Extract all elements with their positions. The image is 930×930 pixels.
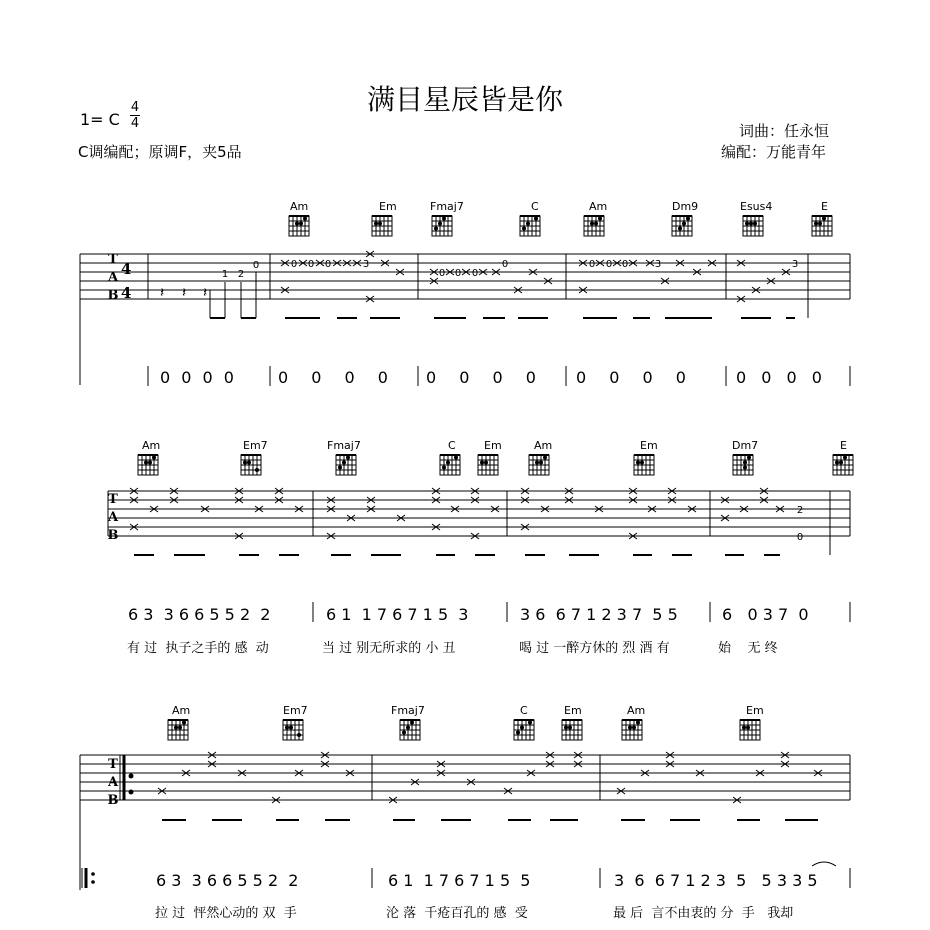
jianpu-measure: 6 1 1 7 6 7 1 5 5 <box>388 871 531 890</box>
jianpu-measure: 6 3 3 6 6 5 5 2 2 <box>128 605 271 624</box>
lyric-line: 最 后 言不由衷的 分 手 我却 <box>613 906 794 921</box>
tab-staff-1 <box>80 254 850 385</box>
svg-text:0: 0 <box>324 259 332 270</box>
time-sig-bottom: 4 <box>130 116 140 131</box>
svg-text:0: 0 <box>307 259 315 270</box>
chord-label: Em <box>484 439 502 452</box>
lyric-line: 喝 过 一醉方休的 烈 酒 有 <box>519 641 670 656</box>
svg-text:2: 2 <box>796 505 804 516</box>
svg-text:B: B <box>107 528 119 543</box>
svg-text:3: 3 <box>791 259 799 270</box>
jianpu-measure: 0 0 0 0 <box>160 368 234 387</box>
svg-text:A: A <box>107 510 119 525</box>
chord-label: Em <box>564 704 582 717</box>
lyric-line: 沦 落 千疮百孔的 感 受 <box>386 906 528 921</box>
tab-staff-3 <box>80 755 850 890</box>
svg-text:4: 4 <box>121 284 132 302</box>
chord-label: Fmaj7 <box>430 200 464 213</box>
lyric-line: 当 过 别无所求的 小 丑 <box>322 641 456 656</box>
svg-text:1: 1 <box>221 269 229 280</box>
tab-clef-b: B <box>107 288 119 303</box>
chord-label: Fmaj7 <box>327 439 361 452</box>
key-signature: 1= C <box>80 110 120 129</box>
svg-text:𝄽: 𝄽 <box>160 285 165 301</box>
chord-label: Am <box>534 439 553 452</box>
svg-text:0: 0 <box>621 259 629 270</box>
jianpu-measure: 3 6 6 7 1 2 3 7 5 5 <box>520 605 678 624</box>
chord-label: Em7 <box>283 704 308 717</box>
chord-label: Am <box>142 439 161 452</box>
svg-text:0: 0 <box>605 259 613 270</box>
svg-text:0: 0 <box>588 259 596 270</box>
chord-label: E <box>821 200 828 213</box>
chord-label: C <box>520 704 528 717</box>
song-title: 满目星辰皆是你 <box>366 83 563 116</box>
lyric-line: 拉 过 怦然心动的 双 手 <box>155 906 297 921</box>
svg-text:T: T <box>108 492 118 507</box>
svg-text:0: 0 <box>796 532 804 543</box>
jianpu-measure: 6 3 3 6 6 5 5 2 2 <box>156 871 299 890</box>
tab-staff-2 <box>108 491 850 536</box>
svg-text:A: A <box>107 775 119 790</box>
arrangement-note: C调编配；原调F，夹5品 <box>78 143 242 161</box>
chord-label: Am <box>627 704 646 717</box>
tab-clef-a: A <box>107 270 119 285</box>
chord-label: Am <box>589 200 608 213</box>
tab-clef-t: T <box>108 252 118 267</box>
jianpu-measure: 0 0 0 0 <box>576 368 686 387</box>
lyric-line: 始 无 终 <box>718 641 778 656</box>
arranger-credit: 编配：万能青年 <box>721 143 827 161</box>
svg-text:0: 0 <box>438 268 446 279</box>
composer-credit: 词曲：任永恒 <box>739 122 830 140</box>
svg-text:𝄽: 𝄽 <box>182 285 187 301</box>
jianpu-measure: 0 0 0 0 <box>426 368 536 387</box>
svg-text:3: 3 <box>362 259 370 270</box>
chord-label: Dm9 <box>672 200 699 213</box>
svg-text:2: 2 <box>237 269 245 280</box>
svg-text:0: 0 <box>501 259 509 270</box>
svg-text:𝄽: 𝄽 <box>203 285 208 301</box>
lyric-line: 有 过 执子之手的 感 动 <box>127 641 269 656</box>
chord-label: Em7 <box>243 439 268 452</box>
svg-text:B: B <box>107 793 119 808</box>
svg-text:0: 0 <box>290 259 298 270</box>
chord-label: Am <box>290 200 309 213</box>
svg-text:0: 0 <box>471 268 479 279</box>
chord-label: Em <box>640 439 658 452</box>
chord-label: E <box>840 439 847 452</box>
chord-label: Dm7 <box>732 439 759 452</box>
chord-label: Em <box>379 200 397 213</box>
chord-label: Em <box>746 704 764 717</box>
jianpu-measure: 6 1 1 7 6 7 1 5 3 <box>326 605 469 624</box>
svg-text:0: 0 <box>454 268 462 279</box>
chord-label: Am <box>172 704 191 717</box>
svg-text:0: 0 <box>252 260 260 271</box>
svg-text:4: 4 <box>121 260 132 278</box>
chord-label: C <box>448 439 456 452</box>
chord-label: C <box>531 200 539 213</box>
svg-text:3: 3 <box>654 259 662 270</box>
jianpu-measure: 0 0 0 0 <box>736 368 822 387</box>
time-sig-top: 4 <box>130 100 140 115</box>
jianpu-measure: 3 6 6 7 1 2 3 5 5 3 3 5 <box>614 871 818 890</box>
jianpu-measure: 6 0 3 7 0 <box>722 605 809 624</box>
chord-label: Fmaj7 <box>391 704 425 717</box>
chord-label: Esus4 <box>740 200 773 213</box>
svg-text:T: T <box>108 757 118 772</box>
jianpu-measure: 0 0 0 0 <box>278 368 388 387</box>
